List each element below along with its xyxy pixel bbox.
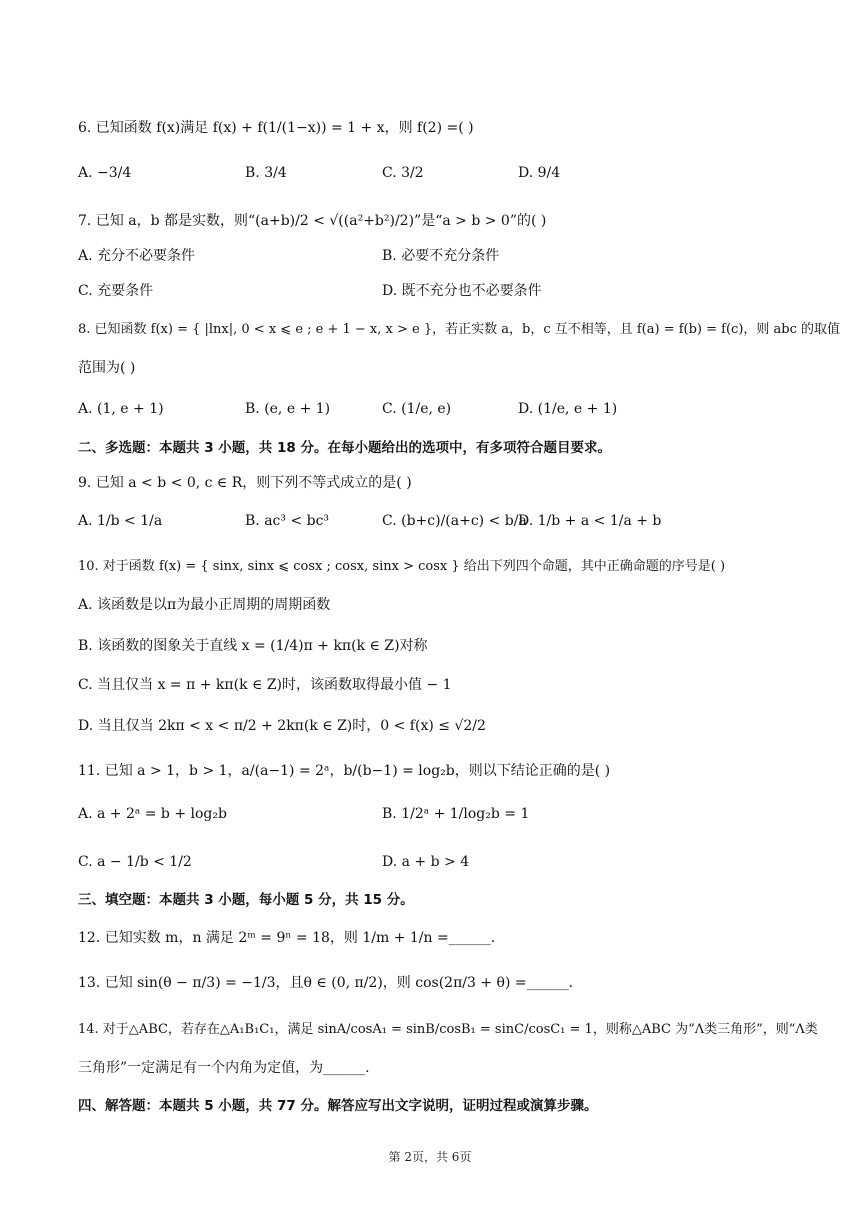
q9-option-a: A. 1/b < 1/a: [78, 513, 163, 529]
q8-option-d: D. (1/e, e + 1): [518, 401, 618, 417]
q7-option-c: C. 充要条件: [78, 283, 154, 299]
question-13: 13. 已知 sin(θ − π/3) = −1/3，且θ ∈ (0, π/2)，则 cos(2π/3 + θ) =______.: [78, 975, 574, 991]
q8-option-a: A. (1, e + 1): [78, 401, 164, 417]
q8-option-c: C. (1/e, e): [382, 401, 452, 417]
q10-option-b: B. 该函数的图象关于直线 x = (1/4)π + kπ(k ∈ Z)对称: [78, 638, 428, 654]
q7-option-d: D. 既不充分也不必要条件: [382, 283, 542, 299]
question-9-stem: 9. 已知 a < b < 0, c ∈ R，则下列不等式成立的是( ): [78, 475, 412, 491]
q10-option-a: A. 该函数是以π为最小正周期的周期函数: [78, 597, 331, 613]
q7-option-b: B. 必要不充分条件: [382, 248, 500, 264]
question-14-line-2: 三角形”一定满足有一个内角为定值，为______.: [78, 1060, 370, 1076]
question-6-stem: 6. 已知函数 f(x)满足 f(x) + f(1/(1−x)) = 1 + x，则 f(2) =( ): [78, 120, 474, 136]
q10-option-c: C. 当且仅当 x = π + kπ(k ∈ Z)时，该函数取得最小值 − 1: [78, 677, 452, 693]
q9-option-c: C. (b+c)/(a+c) < b/a: [382, 513, 527, 529]
question-14-line-1: 14. 对于△ABC，若存在△A₁B₁C₁，满足 sinA/cosA₁ = sinB/cosB₁ = sinC/cosC₁ = 1，则称△ABC 为“Λ类三角形”，则“Λ类: [78, 1022, 818, 1037]
q11-option-d: D. a + b > 4: [382, 854, 470, 870]
q11-option-c: C. a − 1/b < 1/2: [78, 854, 192, 870]
page-footer: 第 2页，共 6页: [388, 1150, 472, 1164]
section-4-heading: 四、解答题：本题共 5 小题，共 77 分。解答应写出文字说明，证明过程或演算步骤。: [78, 1098, 598, 1114]
question-10-stem: 10. 对于函数 f(x) = { sinx, sinx ⩽ cosx ; cosx, sinx > cosx } 给出下列四个命题，其中正确命题的序号是( ): [78, 559, 726, 574]
q9-option-d: D. 1/b + a < 1/a + b: [518, 513, 662, 529]
q7-option-a: A. 充分不必要条件: [78, 248, 196, 264]
question-7-stem: 7. 已知 a，b 都是实数，则“(a+b)/2 < √((a²+b²)/2)”是“a > b > 0”的( ): [78, 213, 547, 229]
section-3-heading: 三、填空题：本题共 3 小题，每小题 5 分，共 15 分。: [78, 892, 414, 908]
q10-option-d: D. 当且仅当 2kπ < x < π/2 + 2kπ(k ∈ Z)时，0 < f(x) ≤ √2/2: [78, 718, 486, 734]
question-12: 12. 已知实数 m，n 满足 2ᵐ = 9ⁿ = 18，则 1/m + 1/n =______.: [78, 930, 496, 946]
q11-option-b: B. 1/2ᵃ + 1/log₂b = 1: [382, 806, 530, 822]
q6-option-b: B. 3/4: [245, 165, 287, 181]
question-11-stem: 11. 已知 a > 1，b > 1，a/(a−1) = 2ᵃ，b/(b−1) = log₂b，则以下结论正确的是( ): [78, 763, 611, 779]
q6-option-d: D. 9/4: [518, 165, 561, 181]
q6-option-c: C. 3/2: [382, 165, 424, 181]
question-8-stem-line-1: 8. 已知函数 f(x) = { |lnx|, 0 < x ⩽ e ; e + 1 − x, x > e }，若正实数 a，b，c 互不相等，且 f(a) = f(b) = f(c)，则 abc 的取值: [78, 322, 841, 337]
q11-option-a: A. a + 2ᵃ = b + log₂b: [78, 806, 227, 822]
q9-option-b: B. ac³ < bc³: [245, 513, 330, 529]
section-2-heading: 二、多选题：本题共 3 小题，共 18 分。在每小题给出的选项中，有多项符合题目要求。: [78, 440, 611, 456]
q6-option-a: A. −3/4: [78, 165, 132, 181]
q8-option-b: B. (e, e + 1): [245, 401, 331, 417]
question-8-stem-line-2: 范围为( ): [78, 360, 136, 376]
